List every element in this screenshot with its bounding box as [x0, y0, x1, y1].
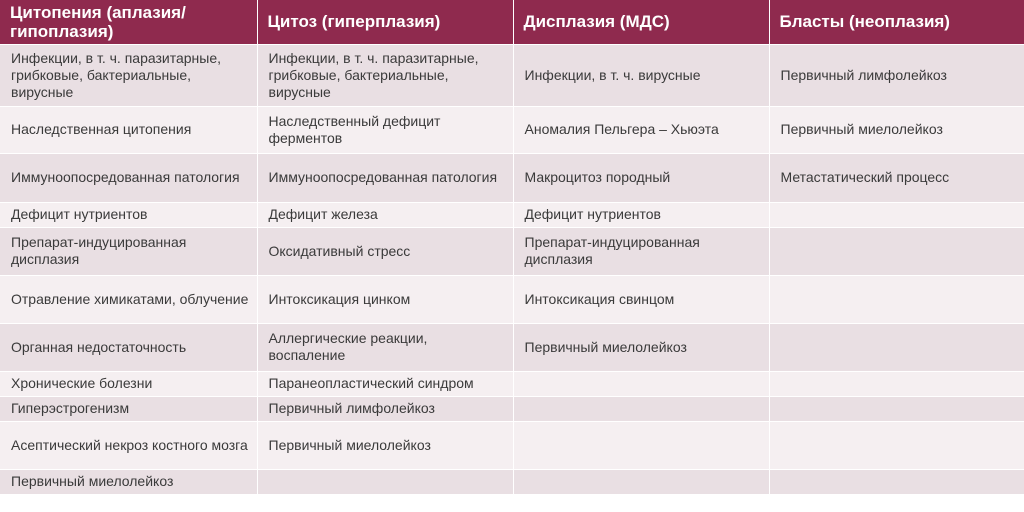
table-row: [0, 469, 1024, 494]
table-cell: Инфекции, в т. ч. вирусные: [513, 44, 769, 106]
table-cell: Органная недостаточность: [0, 323, 257, 371]
table-cell: Иммуноопосредованная патология: [0, 153, 257, 202]
table-cell: Интоксикация цинком: [257, 275, 513, 323]
table-cell: Инфекции, в т. ч. паразитарные, грибковые, бактериальные, вирусные: [257, 44, 513, 106]
table-row: [0, 371, 1024, 396]
table-cell: Препарат-индуцированная дисплазия: [0, 227, 257, 275]
table-cell: [769, 371, 1024, 396]
table-row: [0, 323, 1024, 371]
table-cell: [769, 421, 1024, 469]
table-cell: Аномалия Пельгера – Хьюэта: [513, 106, 769, 153]
table-cell: Дефицит нутриентов: [513, 202, 769, 227]
table-cell: Дефицит железа: [257, 202, 513, 227]
table-cell: Иммуноопосредованная патология: [257, 153, 513, 202]
table-row: [0, 202, 1024, 227]
table-cell: Макроцитоз породный: [513, 153, 769, 202]
table-cell: [769, 323, 1024, 371]
header-blasts: Бласты (неоплазия): [769, 0, 1024, 44]
table-cell: [769, 275, 1024, 323]
table-row: [0, 275, 1024, 323]
table-cell: [769, 469, 1024, 494]
table-cell: [513, 469, 769, 494]
table-cell: Оксидативный стресс: [257, 227, 513, 275]
table-cell: Гиперэстрогенизм: [0, 396, 257, 421]
table-cell: Первичный лимфолейкоз: [257, 396, 513, 421]
table-cell: Паранеопластический синдром: [257, 371, 513, 396]
header-row: [0, 0, 1024, 44]
header-cytopenia: Цитопения (аплазия/ гипоплазия): [0, 0, 257, 44]
table-cell: Хронические болезни: [0, 371, 257, 396]
table-cell: [769, 202, 1024, 227]
table-cell: Первичный лимфолейкоз: [769, 44, 1024, 106]
table-cell: [513, 371, 769, 396]
table-cell: Инфекции, в т. ч. паразитарные, грибковые, бактериальные, вирусные: [0, 44, 257, 106]
table-cell: Интоксикация свинцом: [513, 275, 769, 323]
table-cell: [513, 396, 769, 421]
table-cell: Препарат-индуцированная дисплазия: [513, 227, 769, 275]
table-cell: [769, 227, 1024, 275]
table-cell: Первичный миелолейкоз: [513, 323, 769, 371]
table-cell: Асептический некроз костного мозга: [0, 421, 257, 469]
table-cell: Аллергические реакции, воспаление: [257, 323, 513, 371]
table-row: [0, 396, 1024, 421]
table-row: [0, 227, 1024, 275]
table-cell: [769, 396, 1024, 421]
table-row: [0, 153, 1024, 202]
header-dysplasia: Дисплазия (МДС): [513, 0, 769, 44]
table-cell: Дефицит нутриентов: [0, 202, 257, 227]
table-cell: Наследственный дефицит ферментов: [257, 106, 513, 153]
table-cell: Первичный миелолейкоз: [257, 421, 513, 469]
table-row: [0, 44, 1024, 106]
table-cell: Отравление химикатами, облучение: [0, 275, 257, 323]
table-cell: Первичный миелолейкоз: [769, 106, 1024, 153]
table-cell: [513, 421, 769, 469]
table-row: [0, 421, 1024, 469]
table-row: [0, 106, 1024, 153]
table-cell: Наследственная цитопения: [0, 106, 257, 153]
table-cell: Метастатический процесс: [769, 153, 1024, 202]
header-cytosis: Цитоз (гиперплазия): [257, 0, 513, 44]
table-cell: Первичный миелолейкоз: [0, 469, 257, 494]
table-cell: [257, 469, 513, 494]
